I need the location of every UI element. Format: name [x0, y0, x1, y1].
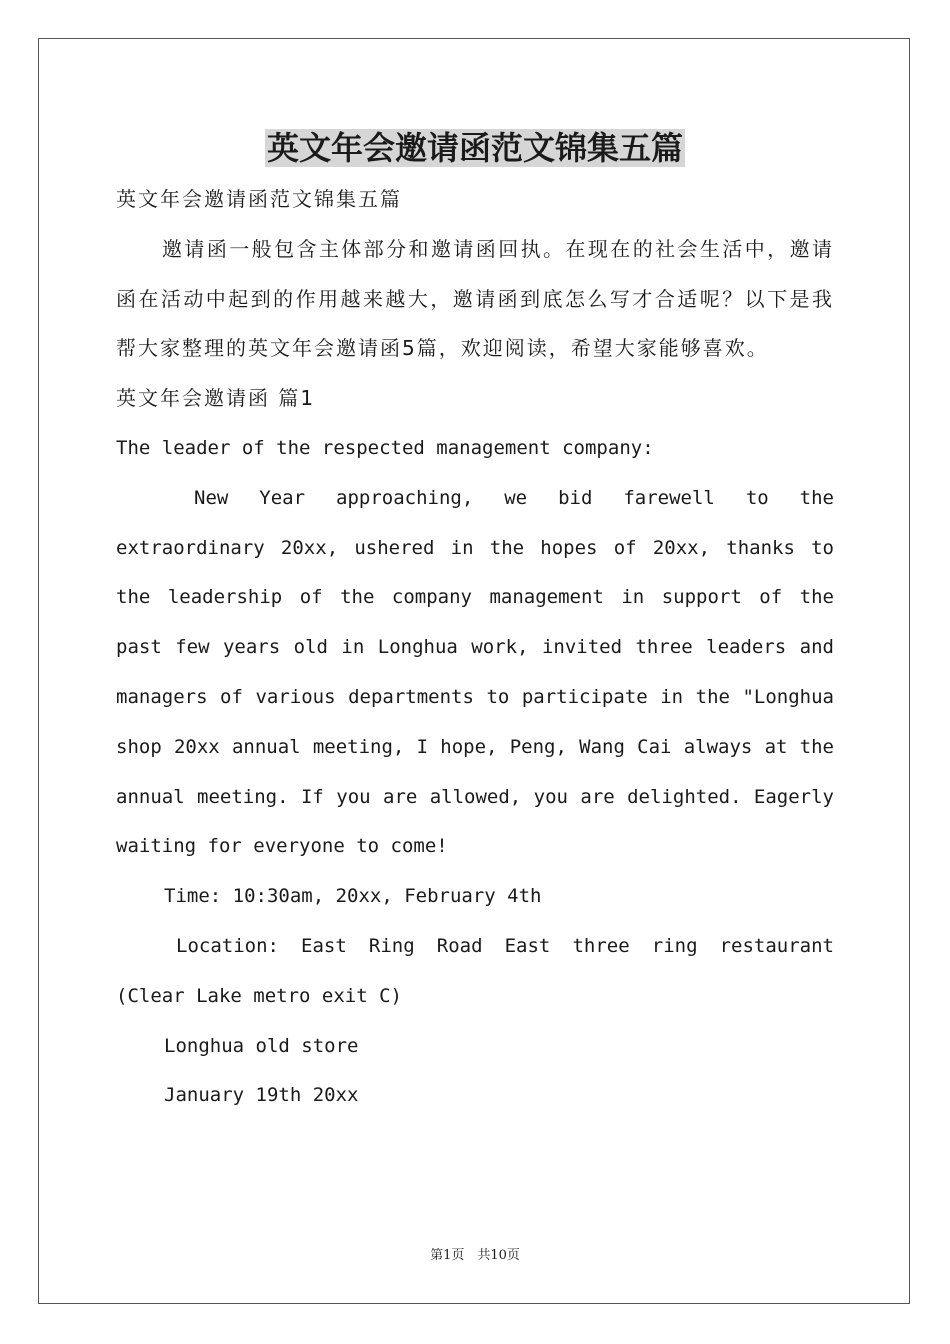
section-heading: 英文年会邀请函 篇1	[116, 386, 316, 411]
body-paragraph: New Year approaching, we bid farewell to the extraordinary 20xx, ushered in the hopes of 20xx, thanks to the leadership of the company management in support of the past few years old in Longhua work, invited three leaders and managers of various departments to participate in the "Longhua shop 20xx annual meeting, I hope, Peng, Wang Cai always at the annual meeting. If you are allowed, you are delighted. Eagerly waiting for everyone to come!	[116, 486, 834, 858]
time-line: Time: 10:30am, 20xx, February 4th	[164, 885, 542, 908]
document-title	[0, 126, 950, 170]
signature: Longhua old store	[164, 1034, 359, 1057]
letter-date: January 19th 20xx	[164, 1084, 359, 1107]
subtitle: 英文年会邀请函范文锦集五篇	[116, 187, 402, 211]
document-title-text: 英文年会邀请函范文锦集五篇	[266, 129, 683, 167]
salutation: The leader of the respected management company:	[116, 436, 654, 459]
location-line: Location: East Ring Road East three ring restaurant (Clear Lake metro exit C)	[116, 934, 834, 1007]
intro-paragraph: 邀请函一般包含主体部分和邀请函回执。在现在的社会生活中，邀请函在活动中起到的作用越来越大，邀请函到底怎么写才合适呢？以下是我帮大家整理的英文年会邀请函5篇，欢迎阅读，希望大家能够喜欢。	[116, 236, 834, 361]
document-body	[116, 175, 834, 1121]
page-number: 第1页 共10页	[430, 1248, 520, 1263]
